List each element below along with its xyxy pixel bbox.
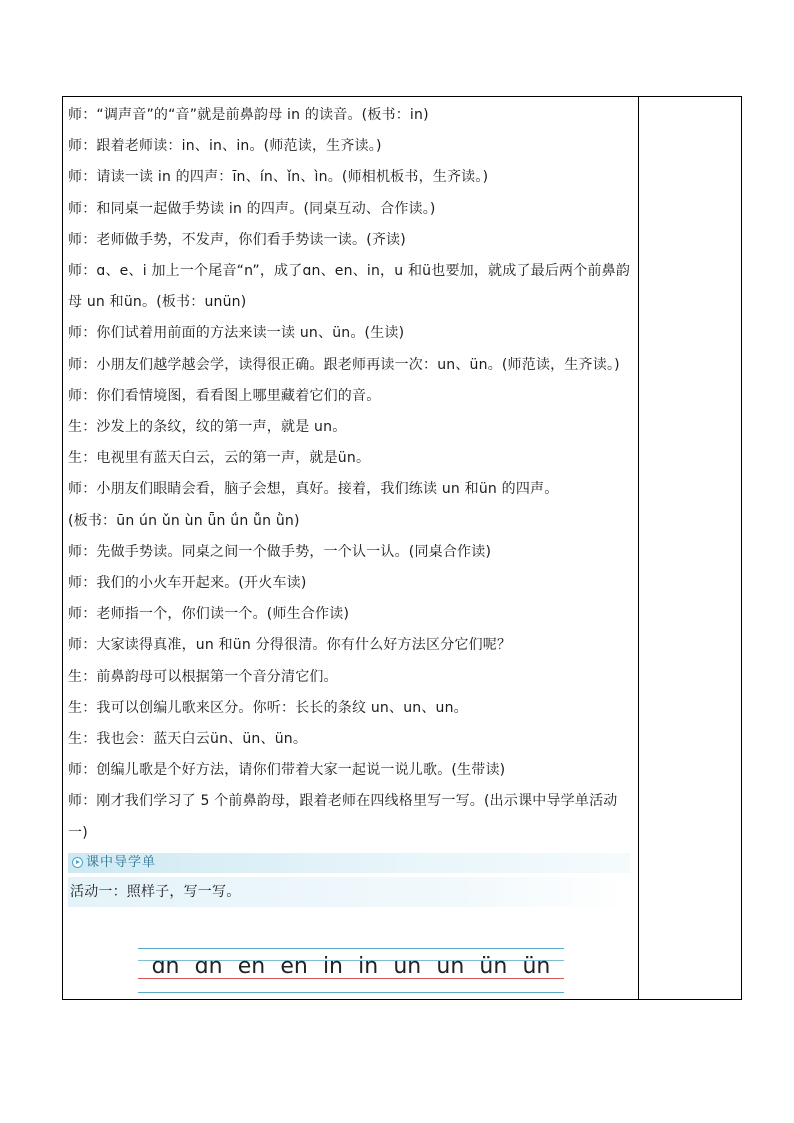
dialogue-line: 师：“调声音”的“音”就是前鼻韵母 in 的读音。(板书：in) <box>68 107 429 123</box>
grid-line-bottom <box>138 992 564 993</box>
guide-sheet-label: 课中导学单 <box>86 854 157 870</box>
dialogue-line: 生：我也会：蓝天白云ün、ün、ün。 <box>68 731 308 748</box>
dialogue-line: 师：小朋友们眼睛会看，脑子会想，真好。接着，我们练读 un 和ün 的四声。 <box>68 481 559 498</box>
syllable: in <box>358 954 379 979</box>
syllable: ɑn <box>194 954 223 979</box>
dialogue-line: 师：我们的小火车开起来。(开火车读) <box>68 575 307 592</box>
dialogue-line: 生：沙发上的条纹，纹的第一声，就是 un。 <box>68 419 347 436</box>
four-line-grid <box>138 946 564 994</box>
dialogue-line: 师：刚才我们学习了 5 个前鼻韵母，跟着老师在四线格里写一写。(出示课中导学单活动一) <box>68 793 618 841</box>
dialogue-line: (板书：ūn ún ǔn ùn ǖn ǘn ǚn ǜn) <box>68 512 300 529</box>
syllable: in <box>322 954 343 979</box>
syllable: un <box>393 954 422 979</box>
syllable: en <box>237 954 266 979</box>
dialogue-line: 师：先做手势读。同桌之间一个做手势，一个认一认。(同桌合作读) <box>68 543 492 560</box>
dialogue-line: 师：大家读得真准，un 和ün 分得很清。你有什么好方法区分它们呢？ <box>68 637 512 654</box>
dialogue-line: 师：你们试着用前面的方法来读一读 un、ün。(生读) <box>68 325 405 342</box>
play-circle-icon <box>72 857 83 868</box>
syllable-row <box>138 954 564 980</box>
dialogue-line: 师：创编儿歌是个好方法，请你们带着大家一起说一说儿歌。(生带读) <box>68 762 506 779</box>
guide-sheet-banner <box>68 853 630 873</box>
dialogue-line: 师：ɑ、e、i 加上一个尾音“n”，成了ɑn、en、in，u 和ü也要加，就成了最后两个前鼻韵母 un 和ün。(板书：unün) <box>68 263 631 311</box>
syllable: ün <box>522 954 551 979</box>
dialogue-line: 师：老师指一个，你们读一个。(师生合作读) <box>68 606 350 623</box>
dialogue-line: 师：老师做手势，不发声，你们看手势读一读。(齐读) <box>68 231 406 248</box>
syllable: ɑn <box>151 954 180 979</box>
dialogue-line: 师：你们看情境图，看看图上哪里藏着它们的音。 <box>68 387 381 404</box>
activity-instruction: 活动一：照样子，写一写。 <box>68 877 630 907</box>
dialogue-line: 师：跟着老师读：in、in、in。(师范读，生齐读。) <box>68 138 382 155</box>
syllable: ün <box>479 954 508 979</box>
grid-line-top <box>138 948 564 949</box>
lesson-content <box>68 100 634 907</box>
dialogue-line: 生：我可以创编儿歌来区分。你听：长长的条纹 un、un、un。 <box>68 699 468 716</box>
syllable: en <box>280 954 308 979</box>
table-column-divider <box>638 96 639 1000</box>
dialogue-line: 生：电视里有蓝天白云，云的第一声，就是ün。 <box>68 450 371 467</box>
dialogue-line: 师：小朋友们越学越会学，读得很正确。跟老师再读一次：un、ün。(师范读，生齐读。) <box>68 356 620 373</box>
syllable: un <box>436 954 465 979</box>
dialogue-line: 生：前鼻韵母可以根据第一个音分清它们。 <box>68 668 338 685</box>
dialogue-line: 师：和同桌一起做手势读 in 的四声。(同桌互动、合作读。) <box>68 200 436 217</box>
dialogue-line: 师：请读一读 in 的四声：īn、ín、ǐn、ìn。(师相机板书，生齐读。) <box>68 169 489 186</box>
